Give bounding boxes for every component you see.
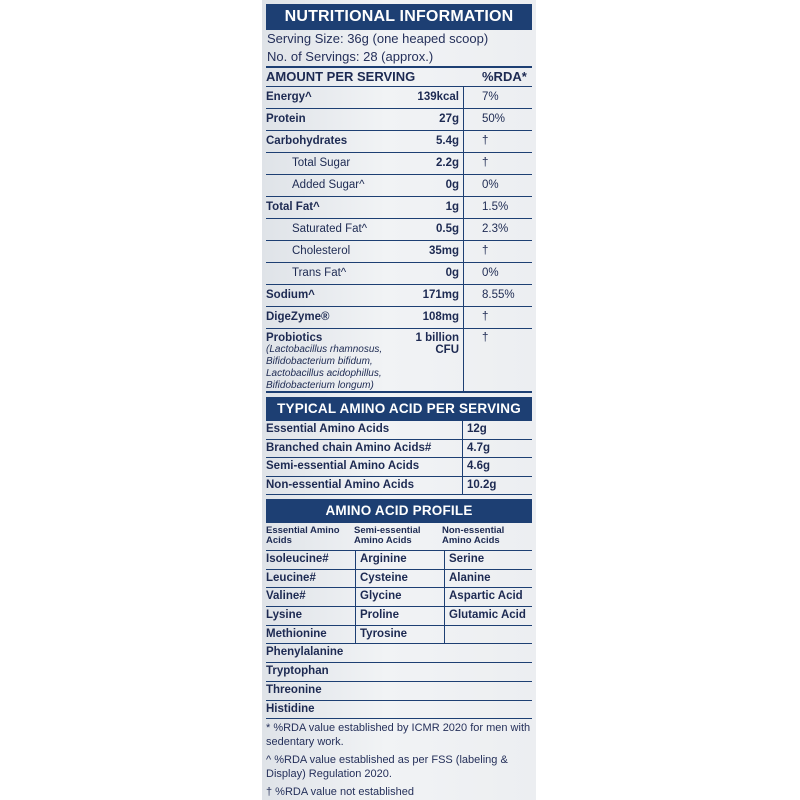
profile-essential: Leucine#: [266, 570, 356, 588]
profile-table: [266, 551, 532, 719]
amino-name: Non-essential Amino Acids: [266, 477, 463, 495]
nutrient-rda: †: [463, 307, 532, 328]
probiotics-rda: †: [463, 329, 532, 391]
nutrient-name: Total Fat^: [266, 201, 320, 213]
profile-semi: Cysteine: [356, 570, 445, 588]
profile-essential: Histidine: [266, 702, 315, 715]
nutrient-value: 2.2g: [435, 157, 459, 169]
nutrition-title: NUTRITIONAL INFORMATION: [266, 4, 532, 30]
nutrient-value: 35mg: [428, 245, 459, 257]
profile-row: [266, 701, 532, 720]
nutrient-rda: 2.3%: [463, 219, 532, 240]
nutrient-rda: 0%: [463, 175, 532, 196]
nutrient-row: [266, 108, 532, 130]
footnote-not-established: † %RDA value not established: [266, 786, 414, 799]
nutrient-name: Added Sugar^: [292, 179, 365, 191]
amino-name: Semi-essential Amino Acids: [266, 458, 463, 476]
profile-non: Alanine: [449, 571, 491, 584]
nutrient-name: Carbohydrates: [266, 135, 348, 147]
nutrient-value: 27g: [439, 113, 459, 125]
nutrient-rda: †: [463, 131, 532, 152]
amino-value: 4.7g: [467, 441, 491, 454]
profile-semi: Proline: [356, 607, 445, 625]
nutrient-table: [266, 86, 532, 328]
profile-header-semi: Semi-essential Amino Acids: [354, 525, 421, 546]
profile-row: [266, 663, 532, 682]
amino-value: 10.2g: [467, 478, 497, 491]
profile-row: [266, 551, 532, 570]
nutrient-rda: 8.55%: [463, 285, 532, 306]
footnote-fss: ^ %RDA value established as per FSS (labeling & Display) Regulation 2020.: [266, 754, 508, 781]
profile-semi: Tyrosine: [356, 626, 445, 644]
nutrient-rda: 50%: [463, 109, 532, 130]
profile-non: Serine: [449, 553, 485, 565]
amino-title: TYPICAL AMINO ACID PER SERVING: [266, 397, 532, 421]
nutrient-row: [266, 86, 532, 108]
nutrient-value: 5.4g: [435, 135, 459, 147]
amount-header-label: AMOUNT PER SERVING: [266, 69, 416, 84]
amino-row: [266, 458, 532, 477]
rda-header-label: %RDA*: [482, 69, 527, 84]
nutrient-row: [266, 284, 532, 306]
profile-row: [266, 682, 532, 701]
amino-value: 12g: [467, 423, 487, 435]
nutrient-name: DigeZyme®: [266, 311, 330, 323]
profile-row: [266, 570, 532, 589]
profile-row: [266, 644, 532, 663]
amino-row: [266, 421, 532, 440]
nutrient-name: Cholesterol: [292, 245, 351, 257]
nutrient-name: Energy^: [266, 91, 312, 103]
nutrient-name: Saturated Fat^: [292, 223, 368, 235]
profile-essential: Methionine: [266, 626, 356, 644]
nutrient-rda: †: [463, 241, 532, 262]
probiotics-name: Probiotics: [266, 332, 323, 344]
profile-semi: Glycine: [356, 588, 445, 606]
amino-name: Essential Amino Acids: [266, 421, 463, 439]
profile-header-non: Non-essential Amino Acids: [442, 525, 505, 546]
serving-size: Serving Size: 36g (one heaped scoop): [267, 31, 489, 46]
nutrient-value: 0g: [445, 179, 459, 191]
nutrient-row: [266, 218, 532, 240]
profile-row: [266, 607, 532, 626]
profile-header: [266, 523, 532, 551]
amount-header: [266, 68, 532, 86]
nutrient-rda: †: [463, 153, 532, 174]
nutrient-row: [266, 306, 532, 328]
nutrient-value: 1g: [445, 201, 459, 213]
profile-essential: Phenylalanine: [266, 646, 344, 659]
probiotics-row: [266, 328, 532, 393]
profile-header-essential: Essential Amino Acids: [266, 525, 340, 546]
profile-non: Aspartic Acid: [449, 590, 523, 603]
nutrient-name: Total Sugar: [292, 157, 351, 169]
profile-non: [445, 626, 449, 644]
probiotics-value: 1 billion CFU: [415, 332, 459, 356]
nutrient-rda: 7%: [463, 87, 532, 108]
amino-name: Branched chain Amino Acids#: [266, 440, 463, 458]
nutrient-row: [266, 262, 532, 284]
profile-title: AMINO ACID PROFILE: [266, 499, 532, 523]
nutrient-name: Trans Fat^: [292, 267, 347, 279]
nutrient-row: [266, 240, 532, 262]
profile-essential: Isoleucine#: [266, 551, 356, 569]
servings-count: No. of Servings: 28 (approx.): [267, 49, 434, 64]
profile-essential: Valine#: [266, 588, 356, 606]
nutrient-value: 0g: [445, 267, 459, 279]
nutrient-name: Protein: [266, 113, 306, 125]
nutrition-panel: [262, 0, 536, 800]
footnote-icmr: * %RDA value established by ICMR 2020 for men with sedentary work.: [266, 722, 531, 749]
nutrient-value: 171mg: [422, 289, 459, 301]
nutrient-row: [266, 196, 532, 218]
profile-semi: Arginine: [356, 551, 445, 569]
footnotes: [266, 719, 532, 799]
profile-essential: Tryptophan: [266, 665, 329, 678]
nutrient-row: [266, 174, 532, 196]
nutrient-row: [266, 130, 532, 152]
profile-essential: Threonine: [266, 683, 322, 696]
nutrient-value: 139kcal: [417, 91, 459, 103]
nutrient-value: 108mg: [422, 311, 459, 323]
amino-row: [266, 440, 532, 459]
amino-row: [266, 477, 532, 496]
amino-table: [266, 421, 532, 495]
nutrient-row: [266, 152, 532, 174]
nutrient-name: Sodium^: [266, 289, 315, 301]
profile-row: [266, 588, 532, 607]
amino-value: 4.6g: [467, 460, 491, 472]
profile-row: [266, 626, 532, 645]
profile-non: Glutamic Acid: [449, 609, 526, 622]
nutrient-rda: 0%: [463, 263, 532, 284]
nutrient-value: 0.5g: [435, 223, 459, 235]
probiotics-strains: (Lactobacillus rhamnosus, Bifidobacterium bifidum, Lactobacillus acidophillus, Bifidobacterium longum): [266, 344, 383, 391]
profile-essential: Lysine: [266, 607, 356, 625]
nutrient-rda: 1.5%: [463, 197, 532, 218]
